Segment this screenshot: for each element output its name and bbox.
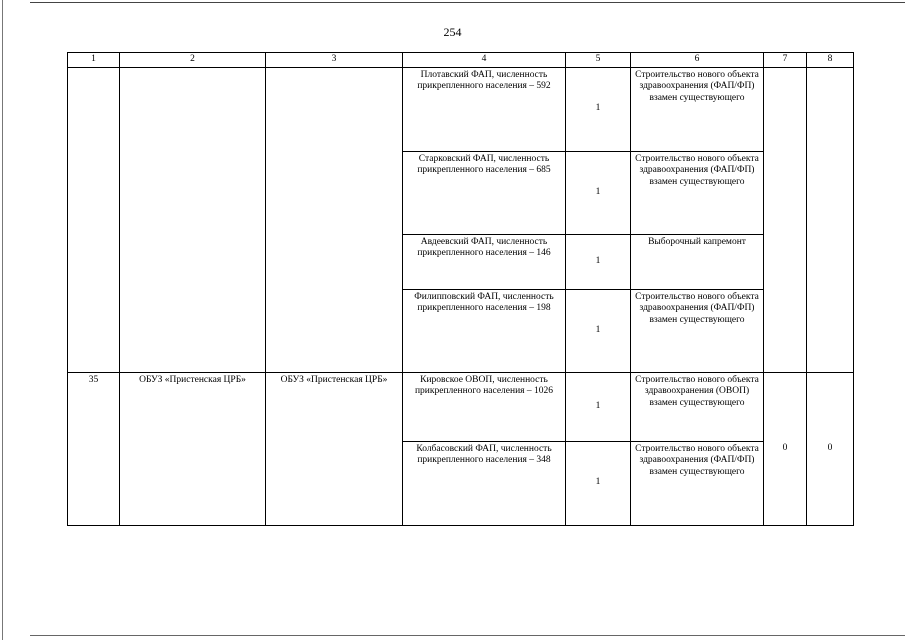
count-cell: 1 [566,372,631,441]
table-row [68,372,854,441]
empty-col8-cell [807,67,854,372]
count-cell: 1 [566,289,631,372]
column-number: 3 [266,53,403,68]
facility-cell: Колбасовский ФАП, численность прикрепленного населения – 348 [403,441,566,525]
facility-cell: Авдеевский ФАП, численность прикрепленного населения – 146 [403,234,566,289]
count-cell: 1 [566,151,631,234]
facility-cell: Кировское ОВОП, численность прикрепленного населения – 1026 [403,372,566,441]
count-cell: 1 [566,441,631,525]
empty-org-cell [266,67,403,372]
col8-value-cell: 0 [807,372,854,525]
table-row [68,67,854,151]
column-number-row [68,53,854,68]
facility-cell: Плотавский ФАП, численность прикрепленного населения – 592 [403,67,566,151]
row-number-cell: 35 [68,372,120,525]
empty-col7-cell [764,67,807,372]
bottom-scan-rule [30,635,905,636]
empty-number-cell [68,67,120,372]
count-cell: 1 [566,234,631,289]
column-number: 2 [120,53,266,68]
count-cell: 1 [566,67,631,151]
column-number: 6 [631,53,764,68]
column-number: 4 [403,53,566,68]
measure-cell: Строительство нового объекта здравоохранения (ФАП/ФП) взамен существующего [631,151,764,234]
org-cell: ОБУЗ «Пристенская ЦРБ» [120,372,266,525]
org-cell: ОБУЗ «Пристенская ЦРБ» [266,372,403,525]
page-number: 254 [443,25,462,39]
empty-org-cell [120,67,266,372]
column-number: 8 [807,53,854,68]
measure-cell: Выборочный капремонт [631,234,764,289]
measure-cell: Строительство нового объекта здравоохранения (ФАП/ФП) взамен существующего [631,441,764,525]
measure-cell: Строительство нового объекта здравоохранения (ФАП/ФП) взамен существующего [631,289,764,372]
measure-cell: Строительство нового объекта здравоохранения (ОВОП) взамен существующего [631,372,764,441]
column-number: 5 [566,53,631,68]
col7-value-cell: 0 [764,372,807,525]
facilities-table [67,52,854,526]
facility-cell: Филипповский ФАП, численность прикрепленного населения – 198 [403,289,566,372]
facility-cell: Старковский ФАП, численность прикрепленного населения – 685 [403,151,566,234]
column-number: 7 [764,53,807,68]
top-scan-rule [30,2,905,3]
left-scan-edge [2,0,3,640]
column-number: 1 [68,53,120,68]
measure-cell: Строительство нового объекта здравоохранения (ФАП/ФП) взамен существующего [631,67,764,151]
